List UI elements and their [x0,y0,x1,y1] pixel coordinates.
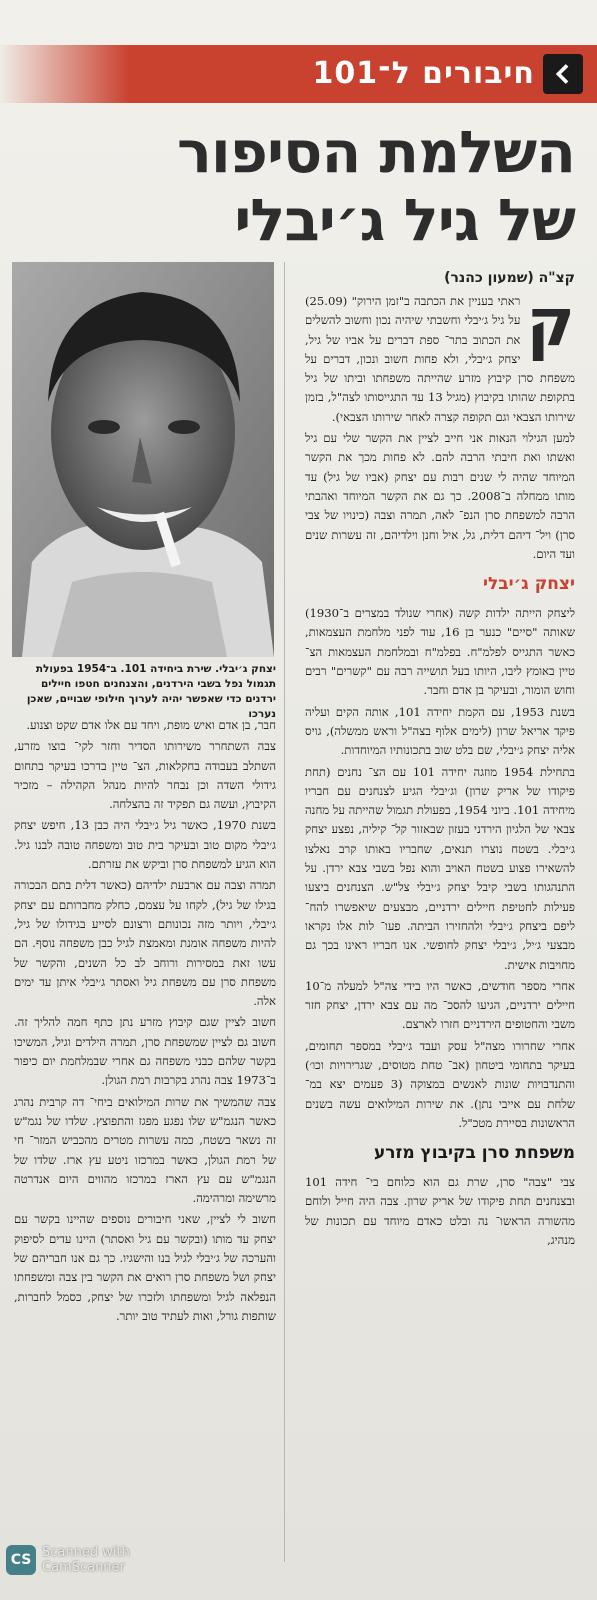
watermark-text: Scanned with CamScanner [42,1545,130,1575]
article-paragraph: חשוב לציין שגם קיבוץ מזרע נתן כתף חמה להליך זה. חשוב גם לציין שמשפחת סרן, תמרה הילדים וגיל, המשיכו בקשר שלהם כבני משפחה גם אחרי שבמלחמת יום כיפור ב־1973 צבה נהרג בקרבות רמת הגולן. [14,1015,276,1088]
scanner-watermark [6,1545,130,1575]
article-paragraph: צבי "צבה" סרן, שרת גם הוא כלוחם בי־ חידה 101 ובצנחנים תחת פיקודו של אריק שרון. צבה היה חייל ולוחם מהשורה הראשו־ נה ובלט כאדם מיוחד עם תכונות של מנהיג, [305,1175,575,1248]
article-paragraph: בשנת 1953, עם הקמת יחידה 101, אותה הקים ועליה פיקד אריאל שרון (לימים אלוף בצה"ל וראש ממשלה), גויס אליה יצחק ג׳יבלי, שם בלט שוב בתכונותיו המיוחדות. [305,704,576,758]
article-paragraph: תמרה וצבה עם ארבעת ילדיהם (כאשר דלית בתם הבכורה בגילו של גיל), לקחו על עצמם, כחלק מחברותם עם יצחק ג׳יבלי, ויותר מזה נכונותם ורצונם לסייע בגידולו של גיל, להיות משפחה אומנת ומאמצת לגיל כבן משפחה נוסף. הם עשו זאת במסירות ורוחב לב כל השנים, והקשר של משפחת סרן עם משפחת גיל ואסתר ג׳יבלי איתן עד ימים אלה. [14,878,276,1009]
column-divider [284,262,285,1562]
article-paragraph: בתחילת 1954 מוזגה יחידה 101 עם הצ־ נחנים (תחת פיקודו של אריק שרון) וג׳יבלי הגיע לצנחנים עם חבריו מיחידה 101. ביוני 1954, בפעולת תגמול שהייתה על מחנה צבאי של הלגיון הירדני בעזון שבאזור קל־ קיליה, נפצע יצחק ג׳יבלי. בשטח נוצרו תנאים, שחבריו באותו קרב נאלצו להשאירו פצוע בשטח האויב והוא נפל בשבי צבא ירדן. על התנהגותו בשבי קיבל יצחק ג׳יבלי צל"ש. הצנחנים ביצעו פעילות לחטיפת חיילים ירדניים, מבצעים שיאפשרו להח־ ליפם ביצחק ג׳יבלי ולהחזירו הביתה. פעו־ לות אלו נקראו מבצעי ג׳יל, ג׳יבלי יצחק לחופשי. אנו חבריו ראינו בכך גם מחויבות אישית. [305,764,576,972]
headline-line-2: של גיל ג׳יבלי [234,186,575,254]
drop-cap: ק [526,284,575,361]
portrait-photo [12,262,274,657]
headline [20,118,575,254]
article-paragraph: אחרי שחרורו מצה"ל עסק ועבד ג׳יבלי במספר תחומים, בעיקר בתחומי ביטחון (אב־ טחת מטוסים, שגרירויות וכו׳) והתנדבויות שונות לאנשים במצוקה (3 פעמים יצא במ־ שלחת עם אייבי נתן). את שירות המילואים עשה בשנים הראשונות בסיירת מטכ"ל. [305,1038,575,1130]
byline: קצ"ה (שמעון כהנר) [444,270,575,286]
camscanner-logo-icon: CS [6,1545,36,1575]
article-paragraph: חבר, בן אדם ואיש מופת, ויחד עם אלו אדם שקט וצנוע. [26,718,276,732]
photo-caption: יצחק ג׳יבלי. שירת ביחידה 101. ב־1954 בפעולת תגמול נפל בשבי הירדנים, והצנחנים חטפו חיילים ירדנים כדי שאפשר יהיה לערוך חילופי שבויים, שאכן נערכו [26,663,276,720]
article-column-left [14,716,276,1328]
chevron-left-icon[interactable] [543,54,583,94]
article-paragraph: צבה השתחרר משירותו הסדיר וחזר לקי־ בוצו מזרע, השתלב בעבודה בחקלאות, הצ־ טיין בדרכו בעיקר בתחום גידולי השדה וכן נבחר להיות מנהל הקהילה – מזכיר הקיבוץ, ועשה גם תפקיד זה בהצלחה. [14,739,276,812]
article-paragraph: ק ראתי בעניין את הכתבה ב"זמן הירוק" (25.09) על גיל ג׳יבלי וחשבתי שיהיה נכון וחשוב להשלים את הכתוב בתר־ ספת דברים על אביו של גיל, יצחק ג׳יבלי, ולא פחות חשוב ונכון, דברים על משפחת סרן קיבוץ מזרע שהייתה משפחתו וביתו של גיל בתקופת שהותו בקיבוץ (מגיל 13 עד התגייסותו לצה"ל, בזמן שירותו הצבאי וגם תקופה קצרה לאחר שירותו הצבאי). [305,284,575,424]
article-paragraph: אחרי מספר חודשים, כאשר היו בידי צה"ל למעלה מ־10 חיילים ירדניים, הגיעו להסכ־ מה עם צבא ירדן, יצחק חזר משבי והחטופים הירדניים חזרו לארצם. [305,978,575,1032]
article-column-right [305,284,576,1252]
article-paragraph: צבה שהמשיך את שרות המילואים ביחי־ דה קרבית נהרג כאשר הנגמ"ש שלו נפגע מפגז והתפוצץ. שלדו של נגמ"ש זה נשאר בשטח, כמה עשרות מטרים מהכביש המזר־ חי של רמת הגולן, כאשר במרכזו ניטע עץ ארז. שלדו של הנגמ"ש עם עץ הארז במרכזו מהווים היום אנדרטה מרשימה ומרהימה. [14,1094,276,1206]
subhead-yitzhak-jibli: יצחק ג׳יבלי [482,574,575,595]
headline-line-1: השלמת הסיפור [176,118,575,186]
article-paragraph: בשנת 1970, כאשר גיל ג׳יבלי היה כבן 13, חיפש יצחק ג׳יבלי מקום טוב ובעיקר בית טוב ומשפחה טובה לבנו גיל. הוא הגיע למשפחת סרן וביקש את עזרתם. [14,818,277,872]
subhead-saran-family: משפחת סרן בקיבוץ מזרע [373,1143,575,1164]
section-label: חיבורים ל־101 [312,56,535,91]
article-paragraph: ליצחק הייתה ילדות קשה (אחרי שנולד במצרים ב־1930) שאותה "סיים" כנער בן 16, עוד לפני מלחמת העצמאות, כאשר התגייס לפלמ"ח. בפלמ"ח ובמלחמת העצמאות הצ־ טיין באומץ ליבו, היותו בעל תושייה רבה עם "קשרים" רבים וחוש הומור, ובעיקר בן אדם וחבר. [305,606,575,698]
article-paragraph: חשוב לי לציין, שאני חיבורים נוספים שהיינו בקשר עם יצחק עד מותו (ובקשר עם גיל ואסתר) היינו עדים לסיפוק והערכה של ג׳יבלי לגיל בנו והישגיו. כך גם אנו חבריהם של יצחק ושל משפחת סרן רואים את הקשר בין צבה ומשפחתו הנפלאה לגיל ומשפחתו ולזכרו של יצחק, כסמל לחברות, שותפות גורל, ואות לעתיד טוב יותר. [14,1212,276,1323]
article-paragraph: למען הגילוי הנאות אני חייב לציין את הקשר שלי עם גיל ואשתו ואת חיבתי הרבה להם. לא פחות מכך את הקשר המיוחד שהיה לי שנים רבות עם יצחק (אביו של גיל) עד מותו ממחלה ב־2008. כך גם את הקשר המיוחד ואהבתי הרבה למשפחת סרן הנפ־ לאה, תמרה וצבה (כינויו של צבי סרן) ויל־ דיהם דלית, גל, איל וחנן וילדיהם, זה עשרות שנים ועד היום. [305,431,575,561]
